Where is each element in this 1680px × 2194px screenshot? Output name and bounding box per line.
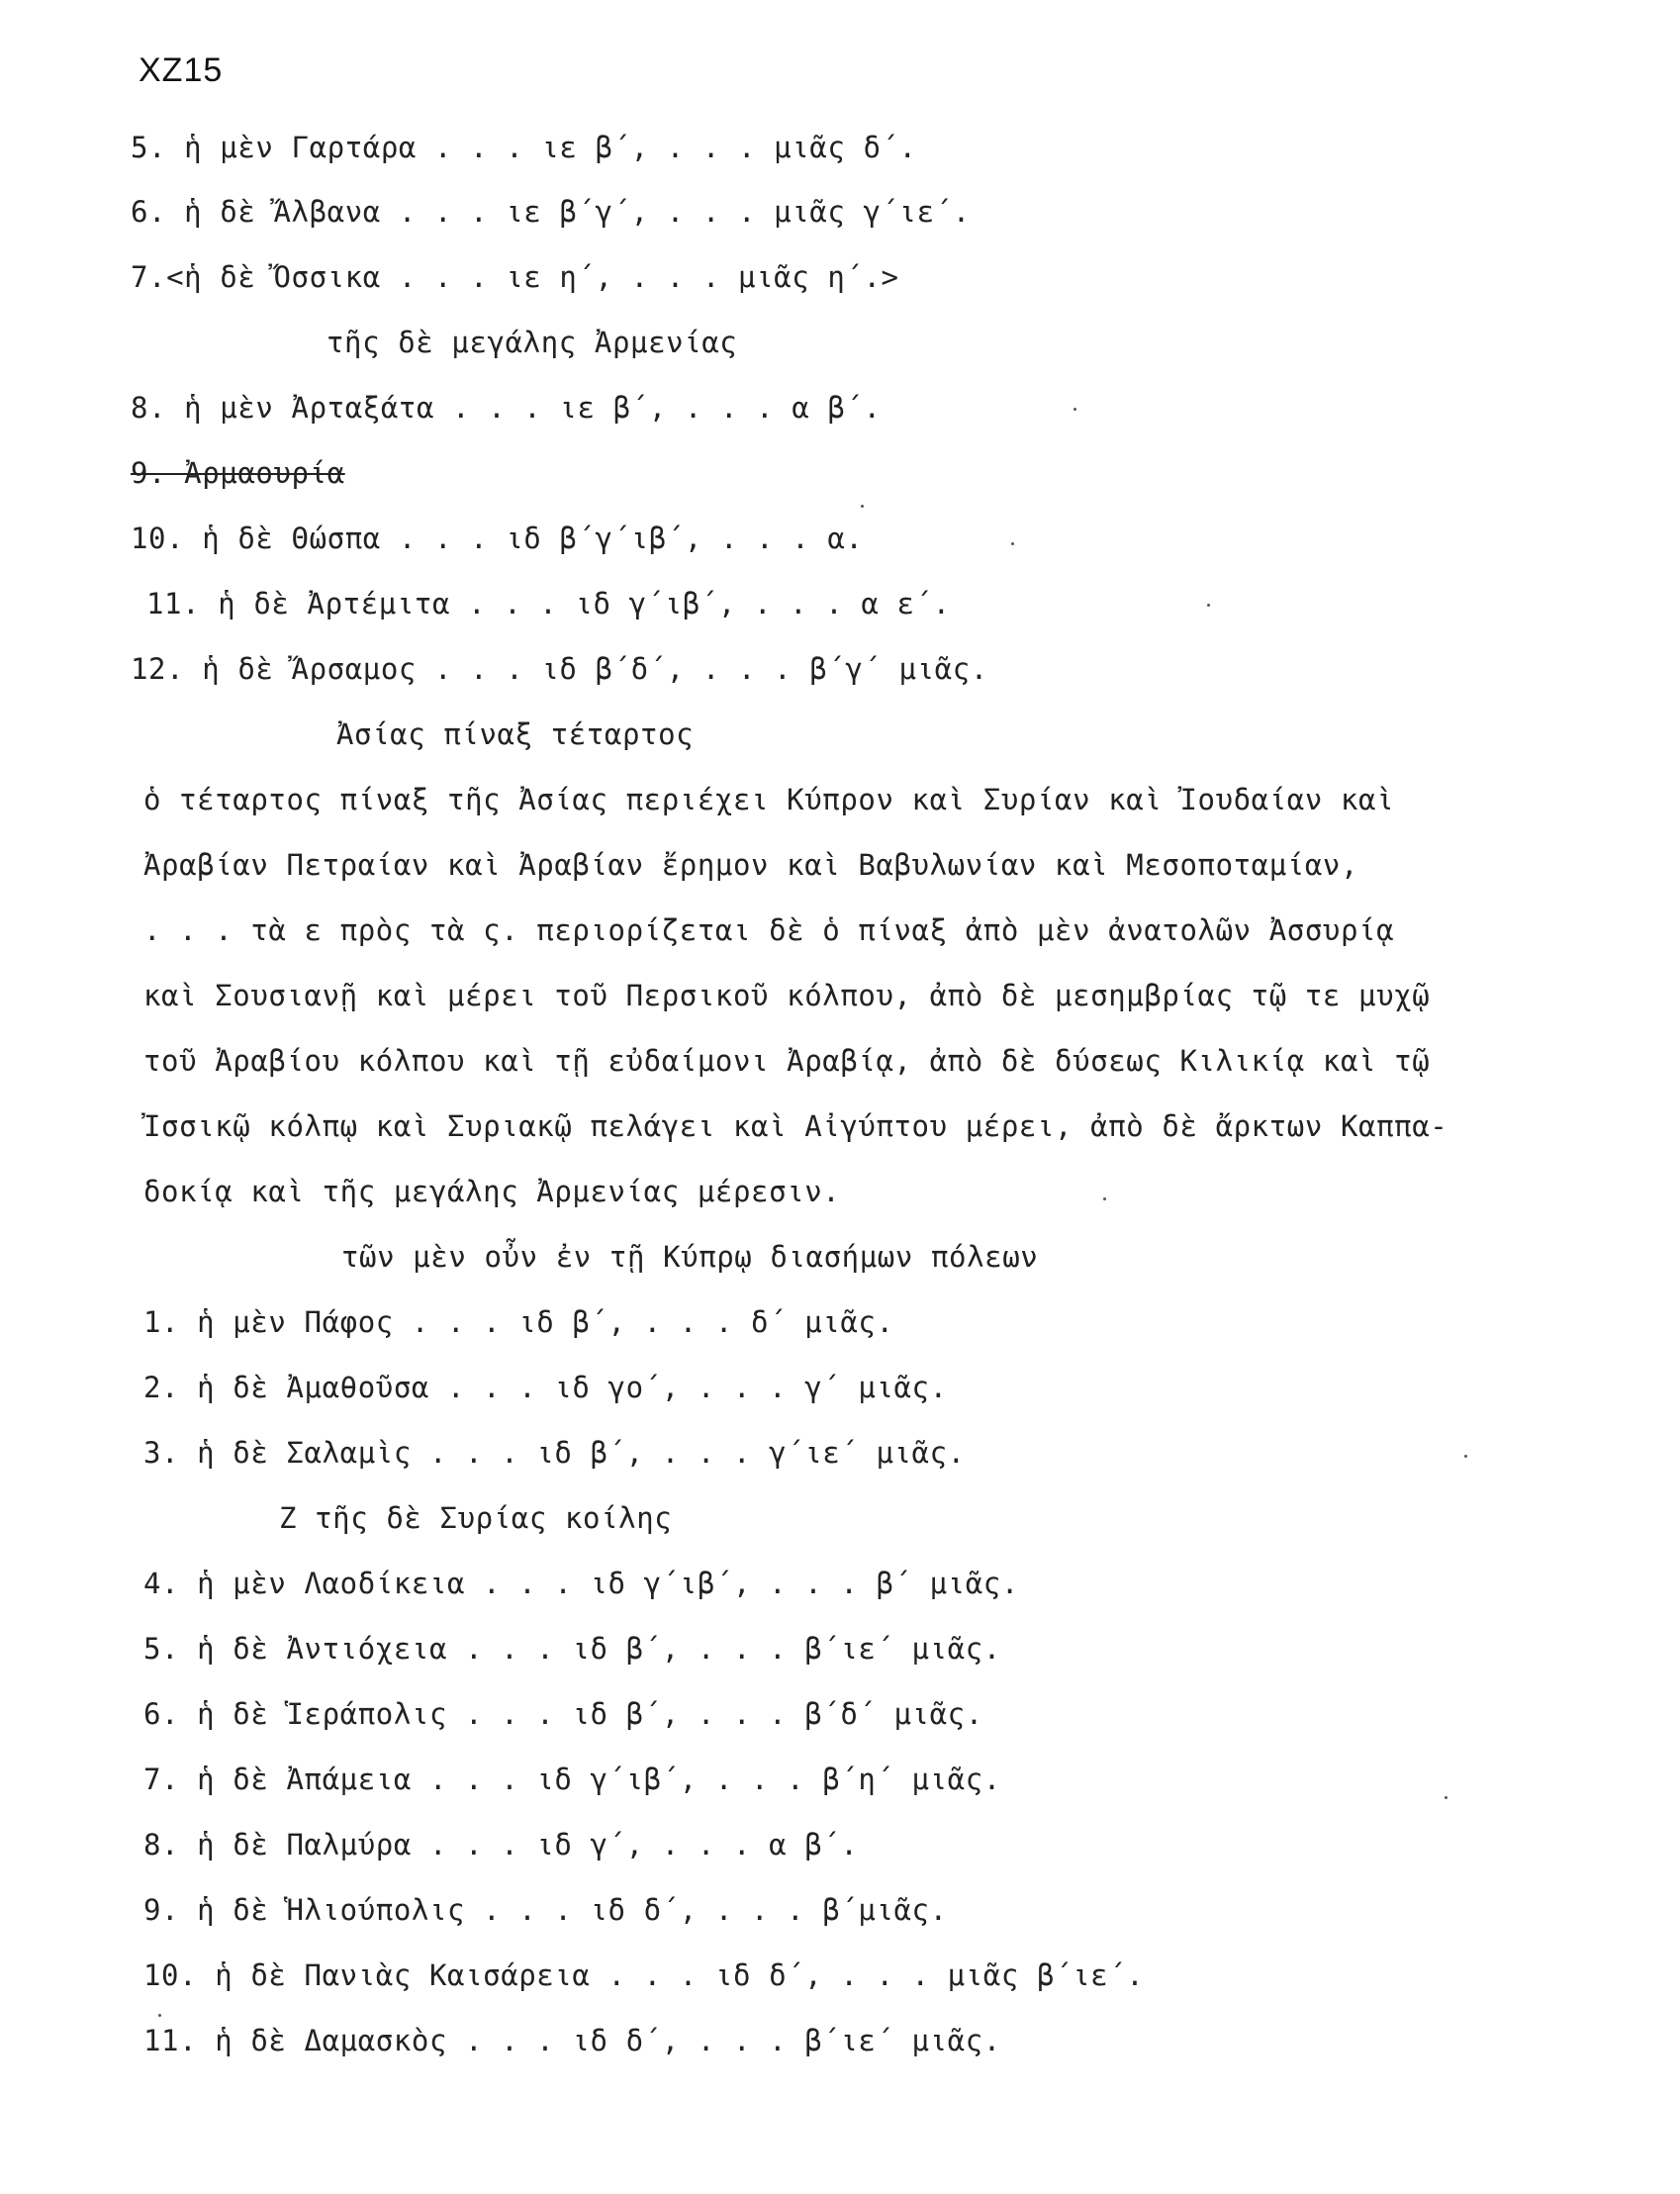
text-line: 6. ἡ δὲ Ἱεράπολις . . . ιδ β΄, . . . β΄δ΄ μιᾶς.: [143, 1697, 983, 1731]
text-line: 9. ἡ δὲ Ἡλιούπολις . . . ιδ δ΄, . . . β΄μιᾶς.: [143, 1893, 948, 1927]
scan-speck: [1445, 1796, 1447, 1799]
text-line: 11. ἡ δὲ Ἀρτέμιτα . . . ιδ γ΄ιβ΄, . . . α ε΄.: [146, 587, 951, 620]
section-heading: τῶν μὲν οὖν ἐν τῇ Κύπρῳ διασήμων πόλεων: [341, 1240, 1039, 1274]
paragraph-line: καὶ Σουσιανῇ καὶ μέρει τοῦ Περσικοῦ κόλπου, ἀπὸ δὲ μεσημβρίας τῷ τε μυχῷ: [143, 979, 1431, 1012]
text-line: 6. ἡ δὲ Ἄλβανα . . . ιε β΄γ΄, . . . μιᾶς γ΄ιε΄.: [131, 195, 971, 229]
scan-speck: [1464, 1455, 1467, 1458]
page-code: XZ15: [139, 51, 224, 89]
text-line: 4. ἡ μὲν Λαοδίκεια . . . ιδ γ΄ιβ΄, . . . β΄ μιᾶς.: [143, 1567, 1019, 1600]
text-line: 8. ἡ δὲ Παλμύρα . . . ιδ γ΄, . . . α β΄.: [143, 1828, 859, 1861]
section-heading: Ἀσίας πίναξ τέταρτος: [336, 717, 695, 751]
text-line: 1. ἡ μὲν Πάφος . . . ιδ β΄, . . . δ΄ μιᾶς.: [143, 1305, 894, 1339]
paragraph-line: . . . τὰ ε πρὸς τὰ ς. περιορίζεται δὲ ὁ πίναξ ἀπὸ μὲν ἀνατολῶν Ἀσσυρίᾳ: [143, 913, 1395, 947]
paragraph-line: ὁ τέταρτος πίναξ τῆς Ἀσίας περιέχει Κύπρον καὶ Συρίαν καὶ Ἰουδαίαν καὶ: [143, 783, 1395, 816]
struck-text-line: 9. Ἀρμαουρία: [131, 456, 345, 490]
scan-speck: [861, 505, 864, 508]
text-line: 10. ἡ δὲ Πανιὰς Καισάρεια . . . ιδ δ΄, . . . μιᾶς β΄ιε΄.: [143, 1958, 1145, 1992]
scan-speck: [1011, 542, 1014, 545]
text-line: 5. ἡ μὲν Γαρτάρα . . . ιε β΄, . . . μιᾶς δ΄.: [131, 131, 917, 164]
scan-speck: [1103, 1197, 1106, 1200]
scan-speck: [1073, 408, 1076, 411]
text-line: 12. ἡ δὲ Ἄρσαμος . . . ιδ β΄δ΄, . . . β΄γ΄ μιᾶς.: [131, 652, 988, 686]
text-line: 8. ἡ μὲν Ἀρταξάτα . . . ιε β΄, . . . α β΄.: [131, 391, 882, 425]
section-heading: τῆς δὲ μεγάλης Ἀρμενίας: [327, 326, 738, 359]
paragraph-line: δοκίᾳ καὶ τῆς μεγάλης Ἀρμενίας μέρεσιν.: [143, 1175, 841, 1208]
paragraph-line: Ἰσσικῷ κόλπῳ καὶ Συριακῷ πελάγει καὶ Αἰγύπτου μέρει, ἀπὸ δὲ ἄρκτων Καππα-: [143, 1109, 1448, 1143]
text-line: 7.<ἡ δὲ Ὄσσικα . . . ιε η΄, . . . μιᾶς η΄.>: [131, 260, 899, 294]
text-line: 2. ἡ δὲ Ἀμαθοῦσα . . . ιδ γο΄, . . . γ΄ μιᾶς.: [143, 1371, 948, 1404]
section-heading: Ζ τῆς δὲ Συρίας κοίλης: [279, 1501, 673, 1535]
paragraph-line: τοῦ Ἀραβίου κόλπου καὶ τῇ εὐδαίμονι Ἀραβίᾳ, ἀπὸ δὲ δύσεως Κιλικίᾳ καὶ τῷ: [143, 1044, 1431, 1078]
scan-speck: [1207, 604, 1210, 607]
text-line: 11. ἡ δὲ Δαμασκὸς . . . ιδ δ΄, . . . β΄ιε΄ μιᾶς.: [143, 2024, 1001, 2057]
text-line: 10. ἡ δὲ Θώσπα . . . ιδ β΄γ΄ιβ΄, . . . α.: [131, 522, 864, 555]
paragraph-line: Ἀραβίαν Πετραίαν καὶ Ἀραβίαν ἔρημον καὶ Βαβυλωνίαν καὶ Μεσοποταμίαν,: [143, 848, 1359, 882]
scan-speck: [158, 2014, 161, 2017]
text-line: 5. ἡ δὲ Ἀντιόχεια . . . ιδ β΄, . . . β΄ιε΄ μιᾶς.: [143, 1632, 1001, 1666]
text-line: 7. ἡ δὲ Ἀπάμεια . . . ιδ γ΄ιβ΄, . . . β΄η΄ μιᾶς.: [143, 1763, 1001, 1796]
text-line: 3. ἡ δὲ Σαλαμὶς . . . ιδ β΄, . . . γ΄ιε΄ μιᾶς.: [143, 1436, 966, 1470]
